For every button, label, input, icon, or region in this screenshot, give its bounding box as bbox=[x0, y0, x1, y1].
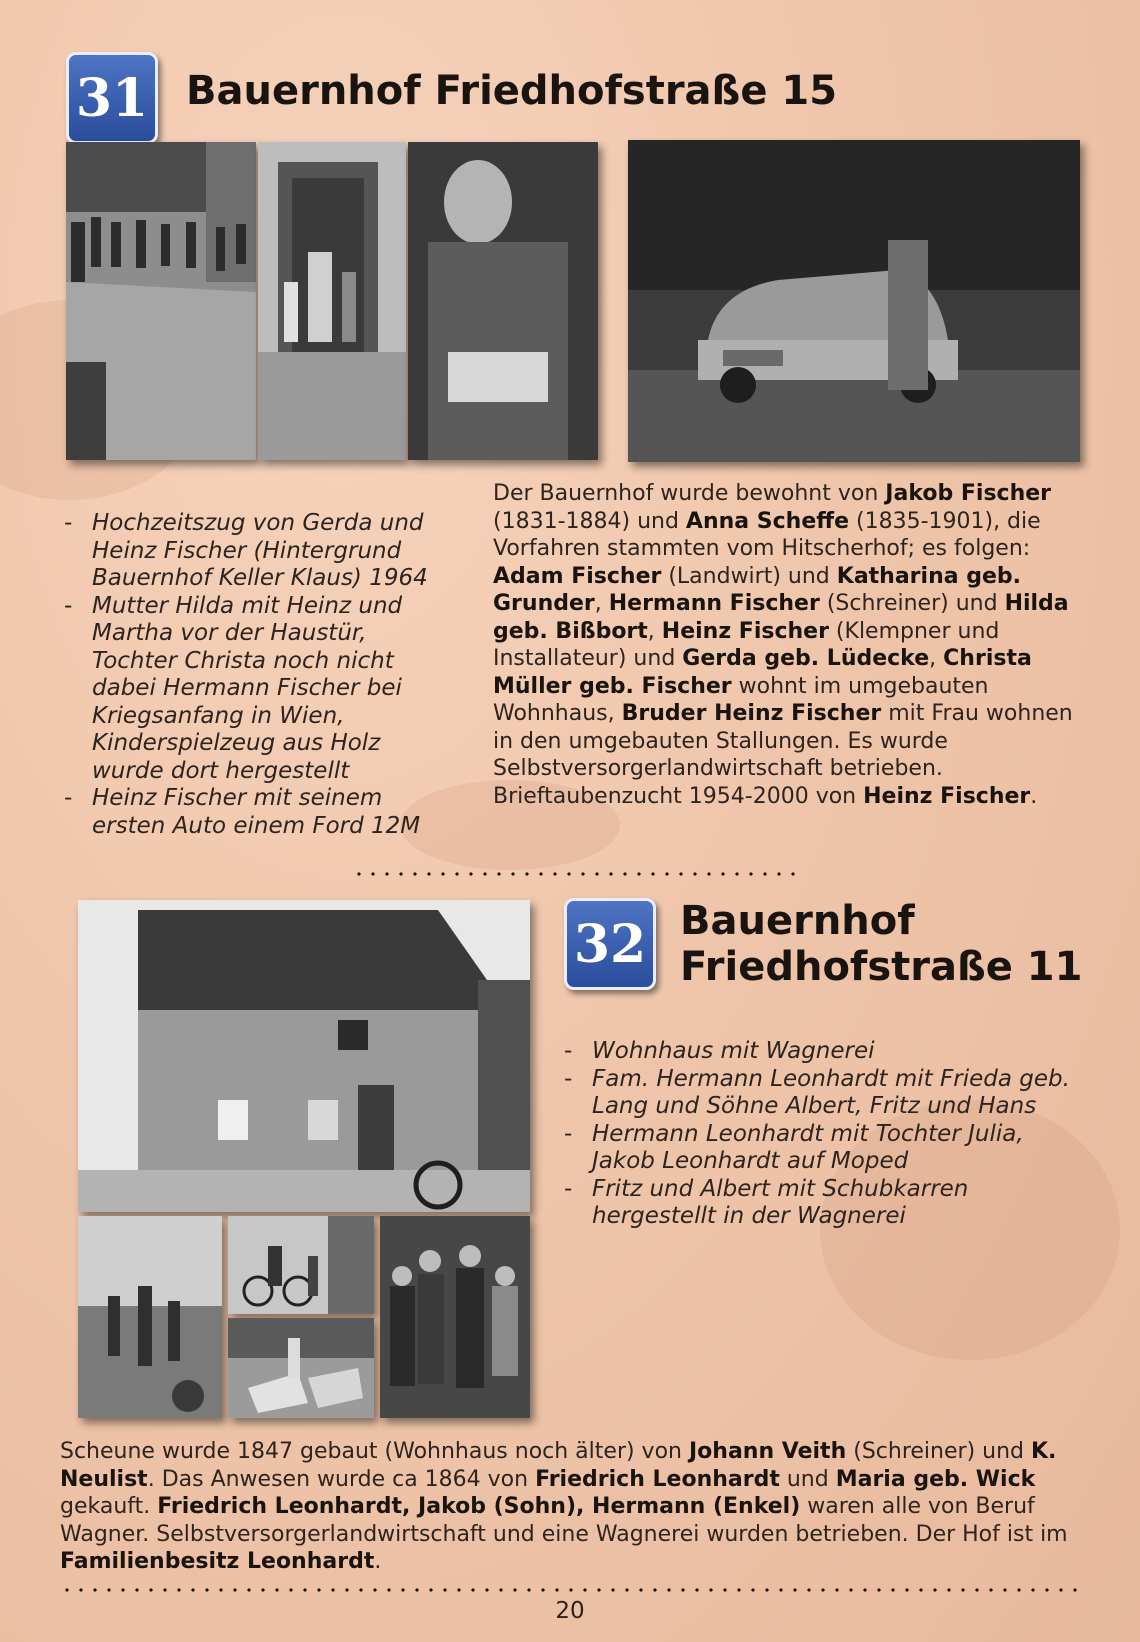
emphasized-name: Heinz Fischer bbox=[661, 618, 829, 644]
section-31-number: 31 bbox=[75, 67, 149, 129]
separator-dots bbox=[352, 872, 802, 876]
emphasized-name: Friedrich Leonhardt, Jakob (Sohn), Hermann (Enkel) bbox=[157, 1494, 801, 1519]
emphasized-name: Familienbesitz Leonhardt bbox=[60, 1549, 375, 1574]
photo-wheelbarrows bbox=[228, 1318, 374, 1418]
section-32-title bbox=[680, 898, 1082, 990]
photo-family-portrait bbox=[380, 1216, 530, 1418]
caption-item: - Wohnhaus mit Wagnerei bbox=[564, 1038, 1084, 1066]
emphasized-name: Hilda geb. Bißbort bbox=[493, 591, 1069, 644]
photo-house-with-wagnerei bbox=[78, 900, 530, 1212]
section-32-title-line2: Friedhofstraße 11 bbox=[680, 944, 1083, 990]
photo-mother-at-door bbox=[258, 142, 406, 460]
emphasized-name: Heinz Fischer bbox=[863, 783, 1031, 809]
page-number: 20 bbox=[555, 1598, 585, 1624]
section-31-captions bbox=[64, 510, 444, 840]
emphasized-name: Adam Fischer bbox=[493, 563, 662, 589]
emphasized-name: Johann Veith bbox=[688, 1439, 847, 1464]
emphasized-name: Hermann Fischer bbox=[608, 591, 820, 616]
section-31-title: Bauernhof Friedhofstraße 15 bbox=[186, 68, 838, 114]
caption-item: - Fam. Hermann Leonhardt mit Frieda geb. Lang und Söhne Albert, Fritz und Hans bbox=[564, 1066, 1084, 1121]
section-32-description: Scheune wurde 1847 gebaut (Wohnhaus noch älter) von Johann Veith (Schreiner) und K. Neulist. Das Anwesen wurde ca 1864 von Friedrich Leonhardt und Maria geb. Wick gekauft. Friedrich Leonhardt, Jakob (Sohn), Hermann (Enkel) waren alle von Beruf Wagner. Selbstversorgerlandwirtschaft und eine Wagnerei wurden betrieben. Der Hof ist im Familienbesitz Leonhardt. bbox=[60, 1439, 1068, 1574]
emphasized-name: Maria geb. Wick bbox=[835, 1466, 1036, 1492]
photo-moped bbox=[228, 1216, 374, 1314]
emphasized-name: Anna Scheffe bbox=[685, 508, 849, 534]
section-31-badge bbox=[66, 52, 158, 144]
section-32-number: 32 bbox=[573, 913, 647, 975]
emphasized-name: Friedrich Leonhardt bbox=[535, 1466, 780, 1492]
caption-item: - Hochzeitszug von Gerda und Heinz Fischer (Hintergrund Bauernhof Keller Klaus) 1964 bbox=[64, 510, 444, 593]
emphasized-name: Christa Müller geb. Fischer bbox=[493, 646, 1032, 699]
emphasized-name: Katharina geb. Grunder bbox=[493, 563, 1022, 616]
emphasized-name: Bruder Heinz Fischer bbox=[621, 701, 882, 726]
caption-item: - Heinz Fischer mit seinem ersten Auto einem Ford 12M bbox=[64, 785, 444, 840]
emphasized-name: Jakob Fischer bbox=[885, 481, 1052, 506]
section-32-badge bbox=[564, 898, 656, 990]
section-31-description: Der Bauernhof wurde bewohnt von Jakob Fischer (1831-1884) und Anna Scheffe (1835-1901), die Vorfahren stammten vom Hitscherhof; es folgen: Adam Fischer (Landwirt) und Katharina geb. Grunder, Hermann Fischer (Schreiner) und Hilda geb. Bißbort, Heinz Fischer (Klempner und Installateur) und Gerda geb. Lüdecke, Christa Müller geb. Fischer wohnt im umgebauten Wohnhaus, Bruder Heinz Fischer mit Frau wohnen in den umgebauten Stallungen. Es wurde Selbstversorgerlandwirtschaft betrieben. Brieftaubenzucht 1954-2000 von Heinz Fischer. bbox=[493, 481, 1073, 809]
section-32-title-line1: Bauernhof bbox=[680, 898, 915, 944]
emphasized-name: K. Neulist bbox=[60, 1439, 1057, 1492]
emphasized-name: Gerda geb. Lüdecke bbox=[682, 646, 930, 671]
photo-ford-12m-car bbox=[628, 140, 1080, 462]
bottom-separator-dots bbox=[60, 1588, 1080, 1592]
caption-item: - Hermann Leonhardt mit Tochter Julia, Jakob Leonhardt auf Moped bbox=[564, 1121, 1084, 1176]
photo-family-field bbox=[78, 1216, 222, 1418]
photo-father-woodwork bbox=[408, 142, 598, 460]
caption-item: - Fritz und Albert mit Schubkarren hergestellt in der Wagnerei bbox=[564, 1176, 1084, 1231]
caption-item: - Mutter Hilda mit Heinz und Martha vor der Haustür, Tochter Christa noch nicht dabei Hermann Fischer bei Kriegsanfang in Wien, Kinderspielzeug aus Holz wurde dort hergestellt bbox=[64, 593, 444, 786]
section-32-captions bbox=[564, 1038, 1084, 1231]
photo-wedding-procession bbox=[66, 142, 256, 460]
